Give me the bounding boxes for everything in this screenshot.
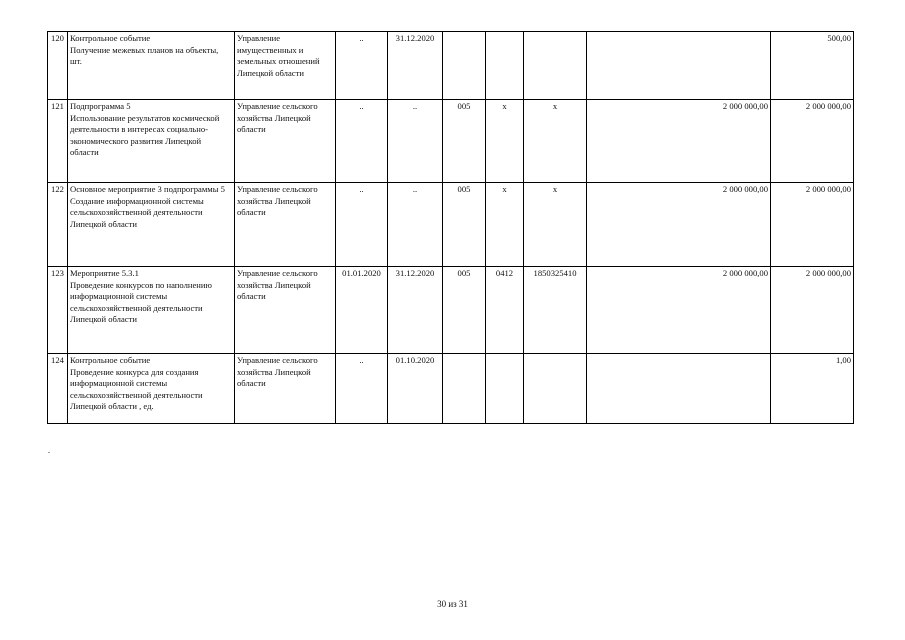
- amount-indicator: 2 000 000,00: [771, 100, 854, 183]
- row-number: 123: [48, 267, 68, 354]
- event-name: [68, 267, 235, 354]
- responsible-executor: Управление сельского хозяйства Липецкой области: [235, 183, 336, 267]
- event-name: [68, 32, 235, 100]
- table-row: [48, 32, 854, 100]
- row-number: 124: [48, 354, 68, 424]
- event-title: Основное мероприятие 3 подпрограммы 5: [70, 184, 225, 194]
- plan-table: [47, 31, 854, 424]
- table-row: [48, 354, 854, 424]
- grbs-code: 005: [443, 183, 486, 267]
- start-date: ..: [336, 354, 388, 424]
- row-number: 120: [48, 32, 68, 100]
- amount-indicator: 2 000 000,00: [771, 267, 854, 354]
- grbs-code: [443, 32, 486, 100]
- amount-total: [587, 32, 771, 100]
- start-date: 01.01.2020: [336, 267, 388, 354]
- table-row: [48, 183, 854, 267]
- amount-indicator: 1,00: [771, 354, 854, 424]
- row-number: 121: [48, 100, 68, 183]
- amount-indicator: 500,00: [771, 32, 854, 100]
- csr-code: х: [524, 183, 587, 267]
- event-title: Подпрограмма 5: [70, 101, 131, 111]
- amount-total: 2 000 000,00: [587, 267, 771, 354]
- event-name: [68, 100, 235, 183]
- rzpr-code: х: [486, 100, 524, 183]
- rzpr-code: х: [486, 183, 524, 267]
- event-title: Контрольное событие: [70, 355, 151, 365]
- grbs-code: 005: [443, 267, 486, 354]
- plan-table-body: [48, 32, 854, 424]
- event-title: Мероприятие 5.3.1: [70, 268, 139, 278]
- amount-total: 2 000 000,00: [587, 100, 771, 183]
- csr-code: [524, 32, 587, 100]
- responsible-executor: Управление сельского хозяйства Липецкой области: [235, 354, 336, 424]
- responsible-executor: Управление сельского хозяйства Липецкой области: [235, 100, 336, 183]
- table-row: [48, 100, 854, 183]
- grbs-code: 005: [443, 100, 486, 183]
- scan-speck: [48, 452, 50, 453]
- end-date: 31.12.2020: [388, 267, 443, 354]
- event-description: Получение межевых планов на объекты, шт.: [70, 44, 219, 66]
- row-number: 122: [48, 183, 68, 267]
- rzpr-code: 0412: [486, 267, 524, 354]
- start-date: ..: [336, 100, 388, 183]
- rzpr-code: [486, 32, 524, 100]
- amount-total: 2 000 000,00: [587, 183, 771, 267]
- end-date: ..: [388, 183, 443, 267]
- rzpr-code: [486, 354, 524, 424]
- responsible-executor: Управление имущественных и земельных отношений Липецкой области: [235, 32, 336, 100]
- end-date: 31.12.2020: [388, 32, 443, 100]
- end-date: 01.10.2020: [388, 354, 443, 424]
- start-date: ..: [336, 183, 388, 267]
- event-name: [68, 354, 235, 424]
- event-description: Использование результатов космической деятельности в интересах социально-экономического развития Липецкой области: [70, 112, 220, 157]
- amount-total: [587, 354, 771, 424]
- page-number: 30 из 31: [437, 599, 468, 609]
- responsible-executor: Управление сельского хозяйства Липецкой области: [235, 267, 336, 354]
- event-description: Проведение конкурсов по наполнению информационной системы сельскохозяйственной деятельности Липецкой области: [70, 279, 212, 324]
- csr-code: х: [524, 100, 587, 183]
- table-row: [48, 267, 854, 354]
- event-description: Проведение конкурса для создания информационной системы сельскохозяйственной деятельности Липецкой области , ед.: [70, 366, 203, 411]
- event-name: [68, 183, 235, 267]
- event-description: Создание информационной системы сельскохозяйственной деятельности Липецкой области: [70, 195, 204, 229]
- end-date: ..: [388, 100, 443, 183]
- csr-code: 1850325410: [524, 267, 587, 354]
- csr-code: [524, 354, 587, 424]
- event-title: Контрольное событие: [70, 33, 151, 43]
- grbs-code: [443, 354, 486, 424]
- start-date: ..: [336, 32, 388, 100]
- amount-indicator: 2 000 000,00: [771, 183, 854, 267]
